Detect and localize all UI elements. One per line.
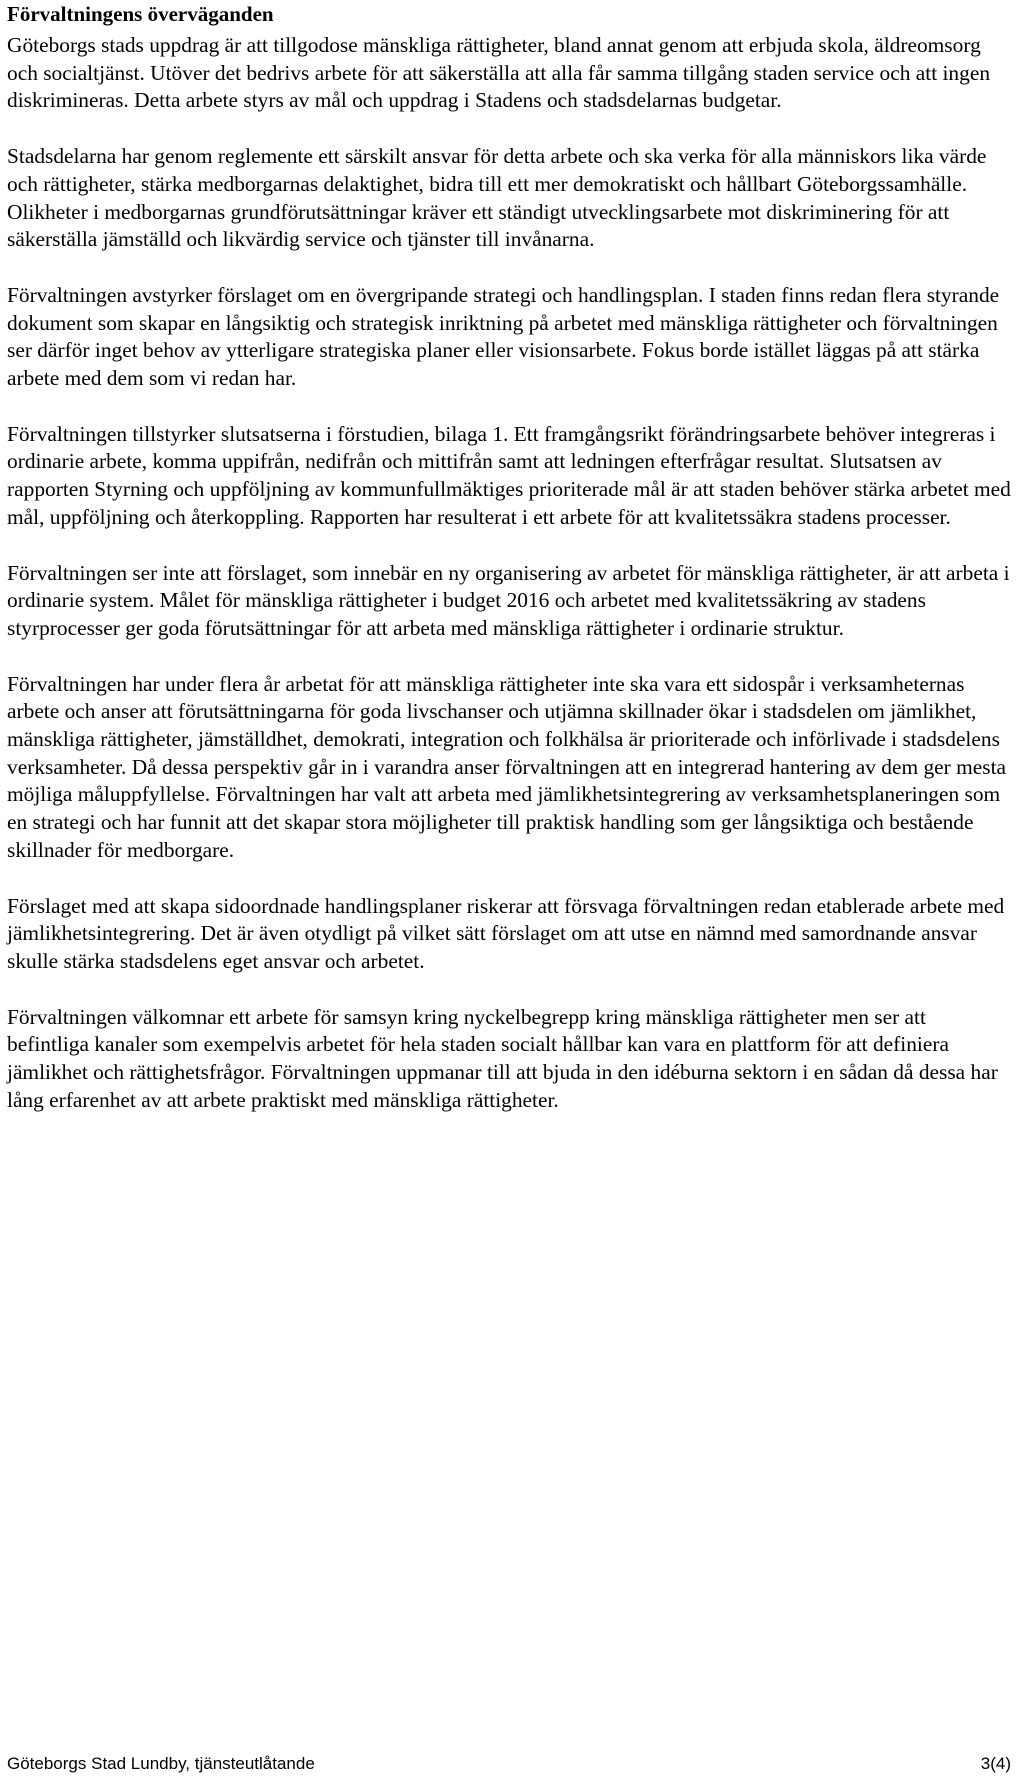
paragraph-1: Göteborgs stads uppdrag är att tillgodose mänskliga rättigheter, bland annat genom att erbjuda skola, äldreomsorg och socialtjänst. Utöver det bedrivs arbete för att säkerställa att alla får samma tillgång staden service och att ingen diskrimineras. Detta arbete styrs av mål och uppdrag i Stadens och stadsdelarnas budgetar. bbox=[7, 33, 991, 113]
paragraph-3: Förvaltningen avstyrker förslaget om en övergripande strategi och handlingsplan. I staden finns redan flera styrande dokument som skapar en långsiktig och strategisk inriktning på arbetet med mänskliga rättigheter och förvaltningen ser därför inget behov av ytterligare strategiska planer eller visionsarbete. Fokus borde istället läggas på att stärka arbete med dem som vi redan har. bbox=[7, 282, 1000, 391]
paragraph-6: Förvaltningen har under flera år arbetat för att mänskliga rättigheter inte ska vara ett sidospår i verksamheternas arbete och anser att förutsättningarna för goda livschanser och utjämna skillnader ökar i stadsdelen om jämlikhet, mänskliga rättigheter, jämställdhet, demokrati, integration och folkhälsa är prioriterade och införlivade i stadsdelens verksamheter. Då dessa perspektiv går in i varandra anser förvaltningen att en integrerad hantering av dem ger mesta möjliga måluppfyllelse. Förvaltningen har valt att arbeta med jämlikhetsintegrering av verksamhetsplaneringen som en strategi och har funnit att det skapar stora möjligheter till praktisk handling som ger långsiktiga och bestående skillnader för medborgare. bbox=[7, 671, 1007, 862]
section-heading: Förvaltningens överväganden bbox=[7, 2, 274, 26]
footer-document-title: Göteborgs Stad Lundby, tjänsteutlåtande bbox=[7, 1754, 315, 1773]
paragraph-7: Förslaget med att skapa sidoordnade handlingsplaner riskerar att försvaga förvaltningen redan etablerade arbete med jämlikhetsintegrering. Det är även otydligt på vilket sätt förslaget om att utse en nämnd med samordnande ansvar skulle stärka stadsdelens eget ansvar och arbetet. bbox=[7, 893, 1005, 973]
page-footer bbox=[7, 1753, 1011, 1775]
document-page bbox=[7, 0, 1011, 1115]
paragraph-4: Förvaltningen tillstyrker slutsatserna i förstudien, bilaga 1. Ett framgångsrikt förändringsarbete behöver integreras i ordinarie arbete, komma uppifrån, nedifrån och mittifrån samt att ledningen efterfrågar resultat. Slutsatsen av rapporten Styrning och uppföljning av kommunfullmäktiges prioriterade mål är att staden behöver stärka arbetet med mål, uppföljning och återkoppling. Rapporten har resulterat i ett arbete för att kvalitetssäkra stadens processer. bbox=[7, 421, 1011, 529]
paragraph-2: Stadsdelarna har genom reglemente ett särskilt ansvar för detta arbete och ska verka för alla människors lika värde och rättigheter, stärka medborgarnas delaktighet, bidra till ett mer demokratiskt och hållbart Göteborgssamhälle. Olikheter i medborgarnas grundförutsättningar kräver ett ständigt utvecklingsarbete mot diskriminering för att säkerställa jämställd och likvärdig service och tjänster till invånarna. bbox=[7, 144, 987, 252]
page-number: 3(4) bbox=[980, 1754, 1011, 1773]
paragraph-5: Förvaltningen ser inte att förslaget, som innebär en ny organisering av arbetet för mänskliga rättigheter, är att arbeta i ordinarie system. Målet för mänskliga rättigheter i budget 2016 och arbetet med kvalitetssäkring av stadens styrprocesser ger goda förutsättningar för att arbeta med mänskliga rättigheter i ordinarie struktur. bbox=[7, 560, 1010, 640]
paragraph-8: Förvaltningen välkomnar ett arbete för samsyn kring nyckelbegrepp kring mänskliga rättigheter men ser att befintliga kanaler som exempelvis arbetet för hela staden socialt hållbar kan vara en plattform för att definiera jämlikhet och rättighetsfrågor. Förvaltningen uppmanar till att bjuda in den idéburna sektorn i en sådan då dessa har lång erfarenhet av att arbete praktiskt med mänskliga rättigheter. bbox=[7, 1004, 998, 1112]
